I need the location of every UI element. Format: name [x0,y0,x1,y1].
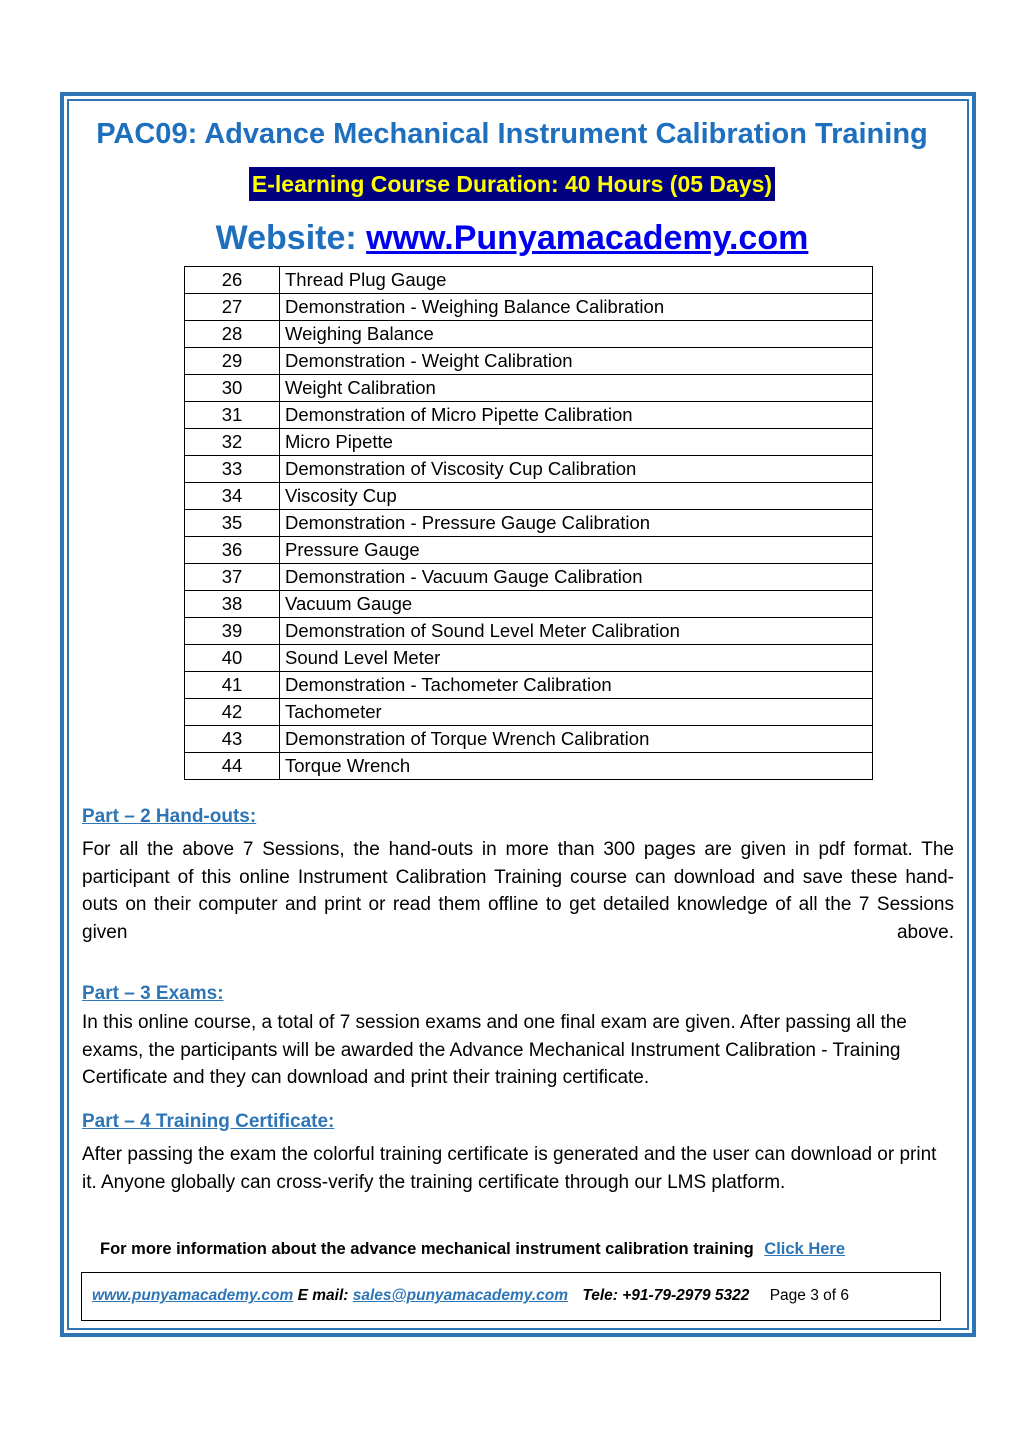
table-row [185,294,873,321]
session-number: 27 [185,294,280,321]
footer-phone: Tele: +91-79-2979 5322 [582,1287,750,1304]
part3-text: In this online course, a total of 7 session exams and one final exam are given. After passing all the exams, the participants will be awarded the Advance Mechanical Instrument Calibration - Training Certificate and they can download and print their training certificate. [82,1012,907,1088]
session-topic: Micro Pipette [280,429,873,456]
session-number: 44 [185,753,280,780]
more-info-text: For more information about the advance mechanical instrument calibration training [100,1240,754,1258]
session-topic: Tachometer [280,699,873,726]
session-topic: Demonstration of Micro Pipette Calibration [280,402,873,429]
footer-email-label: E mail: [297,1287,349,1304]
table-row [185,726,873,753]
session-topic: Demonstration - Weight Calibration [280,348,873,375]
session-number: 28 [185,321,280,348]
part4-heading: Part – 4 Training Certificate: [82,1111,335,1132]
table-row [185,402,873,429]
table-row [185,375,873,402]
duration-text: E-learning Course Duration: 40 Hours (05 Days) [249,167,775,201]
table-row [185,753,873,780]
session-topic: Viscosity Cup [280,483,873,510]
part4-text: After passing the exam the colorful training certificate is generated and the user can download or print it. Anyone globally can cross-verify the training certificate through our LMS platform. [82,1144,937,1193]
table-row [185,591,873,618]
session-topic: Weighing Balance [280,321,873,348]
session-number: 33 [185,456,280,483]
table-row [185,618,873,645]
click-here-link[interactable]: Click Here [764,1240,846,1258]
session-topic: Vacuum Gauge [280,591,873,618]
table-row [185,510,873,537]
session-topic: Demonstration - Vacuum Gauge Calibration [280,564,873,591]
table-row [185,267,873,294]
session-topic: Weight Calibration [280,375,873,402]
table-row [185,321,873,348]
session-number: 37 [185,564,280,591]
session-topic: Pressure Gauge [280,537,873,564]
session-number: 30 [185,375,280,402]
session-number: 39 [185,618,280,645]
website-link[interactable]: www.Punyamacademy.com [366,219,809,257]
session-number: 34 [185,483,280,510]
session-number: 40 [185,645,280,672]
course-title: PAC09: Advance Mechanical Instrument Calibration Training [96,118,928,150]
session-number: 29 [185,348,280,375]
session-number: 32 [185,429,280,456]
footer-email-link[interactable]: sales@punyamacademy.com [352,1287,569,1304]
table-row [185,564,873,591]
session-number: 31 [185,402,280,429]
session-topic: Demonstration of Torque Wrench Calibration [280,726,873,753]
session-topic: Sound Level Meter [280,645,873,672]
table-row [185,645,873,672]
sessions-table [184,266,873,780]
session-topic: Thread Plug Gauge [280,267,873,294]
session-topic: Demonstration - Tachometer Calibration [280,672,873,699]
session-topic: Torque Wrench [280,753,873,780]
more-info-line [100,1240,845,1259]
footer-site-link[interactable]: www.punyamacademy.com [92,1287,294,1304]
table-row [185,699,873,726]
session-topic: Demonstration - Pressure Gauge Calibration [280,510,873,537]
session-topic: Demonstration of Sound Level Meter Calibration [280,618,873,645]
part3-heading: Part – 3 Exams: [82,983,224,1004]
table-row [185,456,873,483]
session-number: 41 [185,672,280,699]
table-row [185,672,873,699]
session-topic: Demonstration - Weighing Balance Calibration [280,294,873,321]
session-number: 43 [185,726,280,753]
table-row [185,429,873,456]
duration-banner [0,167,1024,201]
table-row [185,537,873,564]
session-number: 36 [185,537,280,564]
session-number: 42 [185,699,280,726]
part2-heading: Part – 2 Hand-outs: [82,806,257,827]
session-number: 26 [185,267,280,294]
part2-text: For all the above 7 Sessions, the hand-outs in more than 300 pages are given in pdf format. The participant of this online Instrument Calibration Training course can download and save these hand-outs on their computer and print or read them offline to get detailed knowledge of all the 7 Sessions given above. [82,839,954,943]
website-line [0,216,1024,260]
website-label: Website: [215,219,357,257]
session-topic: Demonstration of Viscosity Cup Calibration [280,456,873,483]
session-number: 35 [185,510,280,537]
table-row [185,483,873,510]
table-row [185,348,873,375]
session-number: 38 [185,591,280,618]
footer [92,1287,849,1305]
footer-page-number: Page 3 of 6 [769,1287,849,1304]
